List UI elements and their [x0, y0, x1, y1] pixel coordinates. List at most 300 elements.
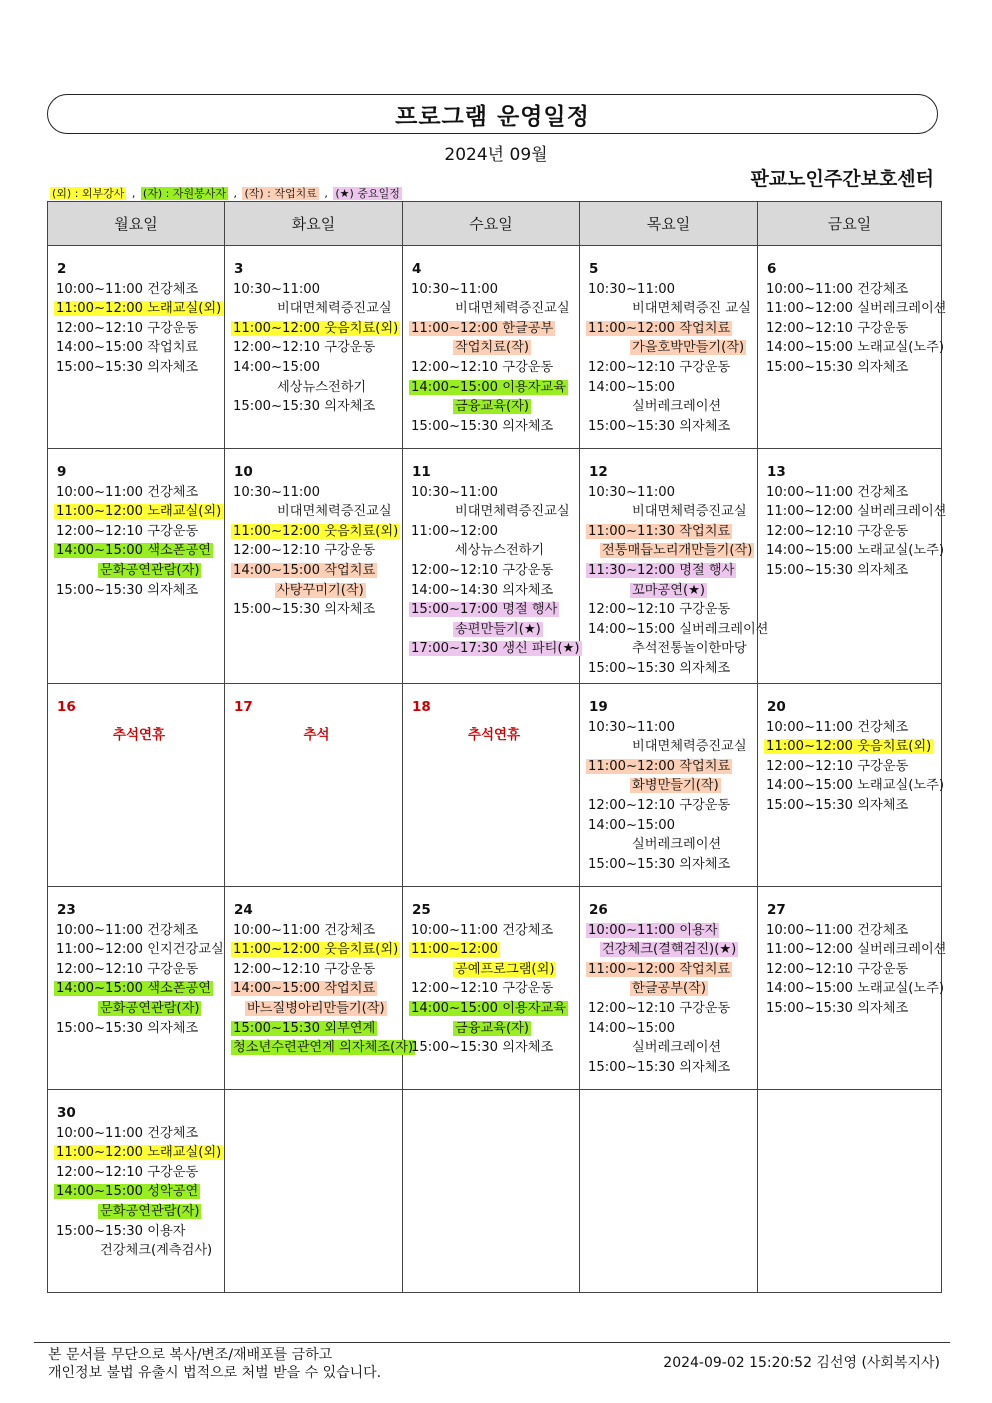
schedule-entry [54, 502, 224, 522]
schedule-entry-text: 세상뉴스전하기 [455, 543, 545, 559]
schedule-entry-text: 14:00~15:00 노래교실(노주) [766, 778, 944, 794]
schedule-entry [586, 776, 757, 796]
day-cell [403, 246, 580, 449]
schedule-entry [409, 502, 579, 522]
schedule-entry [764, 483, 941, 503]
legend-item: (자) : 자원봉사자 [142, 187, 226, 200]
schedule-entry [409, 522, 579, 542]
schedule-entry [586, 417, 757, 437]
legend-item: , [320, 187, 332, 200]
schedule-entry [231, 960, 402, 980]
schedule-entry-text: 15:00~15:30 이용자 [56, 1223, 186, 1239]
schedule-entry-text: 송편만들기(★) [455, 621, 541, 637]
schedule-entry [54, 319, 224, 339]
schedule-entry [231, 581, 402, 601]
day-cell [48, 887, 225, 1090]
footer-notice [48, 1346, 381, 1382]
schedule-entry [764, 999, 941, 1019]
schedule-entry-text: 14:00~15:00 색소폰공연 [56, 981, 211, 997]
schedule-entry [231, 999, 402, 1019]
schedule-entry-text: 15:00~15:30 외부연계 [233, 1020, 376, 1036]
schedule-entry [54, 1124, 224, 1144]
schedule-entry-text: 11:00~12:00 노래교실(외) [56, 504, 222, 520]
schedule-entry-text: 12:00~12:10 구강운동 [233, 543, 376, 559]
schedule-entry-text: 11:00~12:00 웃음치료(외) [233, 320, 399, 336]
schedule-entry [54, 358, 224, 378]
schedule-entry-text: 11:00~12:00 노래교실(외) [56, 301, 222, 317]
day-cell [758, 1090, 942, 1293]
schedule-entry-text: 11:00~12:00 실버레크레이션 [766, 942, 947, 958]
schedule-entry [54, 1163, 224, 1183]
schedule-entry [231, 1038, 414, 1058]
schedule-entry [231, 522, 402, 542]
schedule-entry [586, 757, 757, 777]
schedule-entry [231, 600, 402, 620]
day-cell [403, 1090, 580, 1293]
schedule-entry [54, 581, 224, 601]
schedule-entry [586, 999, 757, 1019]
day-cell [580, 246, 758, 449]
schedule-entry-text: 비대면체력증진교실 [632, 739, 747, 755]
schedule-entry [231, 483, 402, 503]
schedule-entry [764, 541, 944, 561]
schedule-entry-text: 작업치료(작) [455, 340, 529, 356]
day-cell [225, 1090, 403, 1293]
schedule-entry [231, 280, 402, 300]
schedule-entry [231, 378, 402, 398]
schedule-entry-text: 문화공연관람(자) [100, 1000, 200, 1016]
schedule-entry [409, 338, 579, 358]
schedule-entry-text: 15:00~15:30 의자체조 [56, 359, 199, 375]
schedule-entry [231, 299, 402, 319]
schedule-entry [764, 280, 941, 300]
schedule-entry-text: 14:00~15:00 이용자교육 [411, 379, 566, 395]
week-row [48, 684, 942, 887]
schedule-entry [586, 960, 757, 980]
schedule-entry [586, 581, 757, 601]
schedule-entry-text: 금융교육(자) [455, 399, 529, 415]
footer-signature: 2024-09-02 15:20:52 김선영 (사회복지사) [663, 1355, 940, 1371]
schedule-entry [409, 639, 579, 659]
week-row [48, 449, 942, 684]
schedule-entry-text: 11:00~12:00 웃음치료(외) [233, 523, 399, 539]
schedule-entry [586, 1019, 757, 1039]
schedule-entry-text: 10:00~11:00 이용자 [588, 922, 718, 938]
schedule-entry-text: 비대면체력증진교실 [455, 301, 570, 317]
day-number: 16 [57, 699, 76, 715]
schedule-entry-text: 실버레크레이션 [632, 399, 722, 415]
schedule-entry-text: 15:00~15:30 의자체조 [588, 418, 731, 434]
center-name: 판교노인주간보호센터 [750, 168, 934, 190]
schedule-entry-text: 10:30~11:00 [588, 719, 676, 735]
schedule-entry [54, 999, 224, 1019]
day-cell [758, 449, 947, 684]
schedule-entry [409, 581, 579, 601]
schedule-entry-text: 11:00~12:00 한글공부 [411, 320, 554, 336]
schedule-entry [586, 718, 757, 738]
schedule-entry-text: 14:00~15:00 성악공연 [56, 1184, 199, 1200]
schedule-entry [586, 338, 757, 358]
schedule-entry [409, 541, 579, 561]
day-cell [225, 887, 414, 1090]
day-cell [225, 449, 403, 684]
day-number: 5 [589, 261, 599, 277]
day-cell [580, 887, 758, 1090]
schedule-entry-text: 11:00~12:00 작업치료 [588, 758, 731, 774]
schedule-entry-text: 10:30~11:00 [411, 281, 499, 297]
schedule-entry [764, 940, 947, 960]
schedule-entry [764, 796, 941, 816]
schedule-entry-text: 14:00~15:00 노래교실(노주) [766, 340, 944, 356]
schedule-entry [54, 960, 224, 980]
schedule-entry-text: 12:00~12:10 구강운동 [56, 320, 199, 336]
schedule-entry-text: 14:00~15:00 [588, 817, 676, 833]
schedule-entry [764, 960, 941, 980]
schedule-entry-text: 12:00~12:10 구강운동 [56, 961, 199, 977]
day-cell [758, 246, 947, 449]
day-cell [48, 684, 225, 887]
schedule-entry [764, 522, 941, 542]
schedule-entry-text: 10:00~11:00 건강체조 [56, 922, 199, 938]
schedule-entry-text: 10:00~11:00 건강체조 [56, 281, 199, 297]
schedule-entry [586, 299, 757, 319]
schedule-entry [54, 299, 224, 319]
schedule-entry [586, 979, 757, 999]
day-number: 27 [767, 902, 786, 918]
schedule-entry [54, 1143, 224, 1163]
holiday-label: 추석연휴 [467, 726, 521, 743]
schedule-entry [231, 358, 402, 378]
schedule-entry [409, 1019, 579, 1039]
schedule-entry-text: 한글공부(작) [632, 981, 706, 997]
day-number: 6 [767, 261, 777, 277]
schedule-entry-text: 11:00~12:00 인지건강교실 [56, 942, 224, 958]
schedule-entry-text: 10:30~11:00 [588, 484, 676, 500]
schedule-entry-text: 비대면체력증진교실 [277, 301, 392, 317]
schedule-entry [54, 541, 224, 561]
schedule-entry [231, 561, 402, 581]
legend-item: (외) : 외부강사 [52, 187, 125, 200]
schedule-entry [409, 940, 579, 960]
schedule-entry-text: 14:00~15:00 노래교실(노주) [766, 981, 944, 997]
schedule-entry-text: 14:00~15:00 [588, 1020, 676, 1036]
schedule-entry-text: 비대면체력증진교실 [632, 504, 747, 520]
schedule-entry [586, 855, 757, 875]
schedule-entry [586, 522, 757, 542]
schedule-entry [764, 776, 944, 796]
schedule-entry-text: 12:00~12:10 구강운동 [766, 758, 909, 774]
schedule-entry-text: 14:00~15:00 [233, 359, 321, 375]
day-cell [758, 887, 947, 1090]
schedule-entry [409, 979, 579, 999]
schedule-entry-text: 바느질병아리만들기(작) [247, 1000, 385, 1016]
schedule-entry-text: 화병만들기(작) [632, 778, 719, 794]
month-label: 2024년 09월 [444, 145, 548, 165]
schedule-entry-text: 11:00~12:00 [411, 523, 499, 539]
schedule-entry [586, 483, 757, 503]
footer-notice-line: 본 문서를 무단으로 복사/변조/재배포를 금하고 [48, 1347, 333, 1363]
legend-item: (작) : 작업치료 [244, 187, 317, 200]
schedule-entry-text: 15:00~15:30 의자체조 [766, 359, 909, 375]
schedule-entry-text: 비대면체력증진교실 [277, 504, 392, 520]
schedule-entry-text: 14:00~15:00 색소폰공연 [56, 543, 211, 559]
schedule-entry-text: 15:00~15:30 의자체조 [588, 856, 731, 872]
schedule-entry [54, 561, 224, 581]
schedule-entry [586, 319, 757, 339]
schedule-entry [586, 561, 757, 581]
schedule-entry-text: 비대면체력증진교실 [455, 504, 570, 520]
schedule-entry [231, 319, 402, 339]
weekday-header: 수요일 [403, 202, 580, 246]
schedule-entry [586, 639, 757, 659]
day-cell [580, 449, 769, 684]
day-cell [48, 1090, 225, 1293]
schedule-entry-text: 청소년수련관연계 의자체조(자) [233, 1040, 414, 1056]
schedule-entry [231, 979, 402, 999]
schedule-entry-text: 15:00~15:30 의자체조 [588, 1059, 731, 1075]
schedule-entry-text: 문화공연관람(자) [100, 562, 200, 578]
week-row [48, 246, 942, 449]
week-row [48, 1090, 942, 1293]
schedule-entry [409, 280, 579, 300]
schedule-entry-text: 전통매듭노리개만들기(작) [602, 543, 753, 559]
day-number: 13 [767, 464, 786, 480]
day-number: 17 [234, 699, 253, 715]
schedule-entry-text: 17:00~17:30 생신 파티(★) [411, 641, 580, 657]
schedule-entry [586, 280, 757, 300]
schedule-entry-text: 12:00~12:10 구강운동 [588, 1000, 731, 1016]
schedule-entry [764, 921, 941, 941]
schedule-entry [586, 358, 757, 378]
schedule-entry-text: 11:00~12:00 웃음치료(외) [233, 942, 399, 958]
day-number: 30 [57, 1105, 76, 1121]
schedule-entry-text: 11:00~12:00 [411, 942, 499, 958]
schedule-entry-text: 15:00~15:30 의자체조 [411, 1040, 554, 1056]
day-number: 2 [57, 261, 67, 277]
schedule-entry-text: 12:00~12:10 구강운동 [233, 961, 376, 977]
schedule-entry [54, 522, 224, 542]
schedule-entry-text: 12:00~12:10 구강운동 [766, 320, 909, 336]
schedule-entry [54, 338, 224, 358]
schedule-entry [586, 737, 757, 757]
schedule-entry [764, 299, 947, 319]
schedule-entry [231, 397, 402, 417]
day-number: 12 [589, 464, 608, 480]
schedule-entry-text: 10:00~11:00 건강체조 [56, 1125, 199, 1141]
schedule-entry-text: 15:00~15:30 의자체조 [233, 602, 376, 618]
schedule-entry [764, 979, 944, 999]
schedule-entry [586, 378, 757, 398]
holiday-label: 추석연휴 [112, 726, 166, 743]
schedule-entry-text: 11:30~12:00 명절 행사 [588, 562, 735, 578]
schedule-entry-text: 10:30~11:00 [588, 281, 676, 297]
day-number: 10 [234, 464, 253, 480]
schedule-entry [409, 483, 579, 503]
schedule-entry [409, 358, 579, 378]
schedule-entry [586, 940, 757, 960]
schedule-entry-text: 15:00~15:30 의자체조 [233, 399, 376, 415]
schedule-entry-text: 11:00~11:30 작업치료 [588, 523, 731, 539]
schedule-entry-text: 꼬마공연(★) [632, 582, 706, 598]
schedule-entry-text: 추석전통놀이한마당 [632, 641, 747, 657]
schedule-entry-text: 12:00~12:10 구강운동 [233, 340, 376, 356]
schedule-entry-text: 11:00~12:00 노래교실(외) [56, 1145, 222, 1161]
schedule-entry-text: 10:00~11:00 건강체조 [411, 922, 554, 938]
schedule-entry-text: 건강체크(결핵검진)(★) [602, 942, 737, 958]
schedule-entry-text: 12:00~12:10 구강운동 [411, 359, 554, 375]
schedule-entry-text: 10:00~11:00 건강체조 [233, 922, 376, 938]
day-cell [580, 1090, 758, 1293]
day-cell [225, 684, 403, 887]
schedule-entry-text: 공예프로그램(외) [455, 961, 555, 977]
schedule-entry [409, 620, 579, 640]
schedule-entry [54, 1019, 224, 1039]
schedule-entry-text: 10:30~11:00 [411, 484, 499, 500]
schedule-entry-text: 12:00~12:10 구강운동 [588, 359, 731, 375]
schedule-entry-text: 12:00~12:10 구강운동 [766, 523, 909, 539]
schedule-entry-text: 비대면체력증진 교실 [632, 301, 751, 317]
schedule-entry-text: 14:00~15:00 실버레크레이션 [588, 621, 769, 637]
schedule-entry-text: 15:00~15:30 의자체조 [411, 418, 554, 434]
day-number: 11 [412, 464, 431, 480]
schedule-entry [764, 718, 941, 738]
schedule-entry [764, 358, 941, 378]
schedule-entry [409, 319, 579, 339]
schedule-entry [54, 979, 224, 999]
schedule-entry [231, 1019, 402, 1039]
schedule-entry [764, 319, 941, 339]
schedule-entry-text: 금융교육(자) [455, 1020, 529, 1036]
schedule-entry [54, 1241, 224, 1261]
schedule-entry-text: 14:00~15:00 노래교실(노주) [766, 543, 944, 559]
day-cell [403, 887, 580, 1090]
schedule-entry [54, 1182, 224, 1202]
schedule-entry-text: 12:00~12:10 구강운동 [588, 797, 731, 813]
schedule-entry-text: 12:00~12:10 구강운동 [411, 562, 554, 578]
schedule-entry-text: 14:00~15:00 작업치료 [233, 562, 376, 578]
schedule-entry-text: 10:00~11:00 건강체조 [766, 719, 909, 735]
day-cell [758, 684, 942, 887]
schedule-entry-text: 12:00~12:10 구강운동 [588, 602, 731, 618]
schedule-entry-text: 건강체크(계측검사) [100, 1243, 213, 1259]
schedule-entry [54, 921, 224, 941]
title-box [47, 94, 938, 134]
schedule-entry [586, 921, 757, 941]
schedule-entry [54, 1222, 224, 1242]
schedule-entry-text: 10:00~11:00 건강체조 [766, 484, 909, 500]
schedule-entry [764, 338, 944, 358]
schedule-entry [586, 541, 757, 561]
schedule-entry [409, 960, 579, 980]
schedule-entry [409, 999, 579, 1019]
schedule-entry-text: 실버레크레이션 [632, 837, 722, 853]
schedule-entry-text: 실버레크레이션 [632, 1040, 722, 1056]
day-number: 19 [589, 699, 608, 715]
footer-notice-line: 개인정보 불법 유출시 법적으로 처벌 받을 수 있습니다. [48, 1365, 382, 1381]
schedule-entry-text: 10:00~11:00 건강체조 [56, 484, 199, 500]
schedule-entry-text: 14:00~15:00 [588, 379, 676, 395]
day-number: 25 [412, 902, 431, 918]
schedule-entry [409, 397, 579, 417]
schedule-entry-text: 문화공연관람(자) [100, 1203, 200, 1219]
holiday-label: 추석 [303, 726, 330, 743]
schedule-entry [586, 600, 757, 620]
schedule-entry-text: 15:00~15:30 의자체조 [588, 660, 731, 676]
schedule-entry [54, 1202, 224, 1222]
schedule-entry [231, 921, 402, 941]
schedule-entry-text: 11:00~12:00 실버레크레이션 [766, 504, 947, 520]
calendar-table [47, 201, 947, 1293]
schedule-entry [409, 921, 579, 941]
schedule-entry-text: 15:00~15:30 의자체조 [766, 797, 909, 813]
legend-item: , [229, 187, 241, 200]
schedule-entry-text: 14:00~15:00 작업치료 [56, 340, 199, 356]
schedule-entry [231, 940, 402, 960]
schedule-entry-text: 12:00~12:10 구강운동 [411, 981, 554, 997]
schedule-entry [54, 940, 224, 960]
page-title: 프로그램 운영일정 [395, 103, 590, 130]
day-number: 4 [412, 261, 422, 277]
schedule-entry-text: 12:00~12:10 구강운동 [56, 523, 199, 539]
day-number: 20 [767, 699, 786, 715]
schedule-entry [231, 541, 402, 561]
schedule-entry [231, 502, 402, 522]
schedule-entry-text: 세상뉴스전하기 [277, 379, 367, 395]
schedule-entry-text: 15:00~17:00 명절 행사 [411, 602, 558, 618]
schedule-entry-text: 12:00~12:10 구강운동 [766, 961, 909, 977]
schedule-entry [409, 299, 579, 319]
schedule-entry [409, 600, 579, 620]
schedule-entry-text: 10:30~11:00 [233, 484, 321, 500]
schedule-entry [586, 620, 769, 640]
schedule-entry-text: 11:00~12:00 웃음치료(외) [766, 739, 932, 755]
schedule-entry-text: 10:00~11:00 건강체조 [766, 281, 909, 297]
day-number: 23 [57, 902, 76, 918]
schedule-entry [586, 397, 757, 417]
schedule-entry-text: 14:00~15:00 작업치료 [233, 981, 376, 997]
schedule-entry-text: 10:00~11:00 건강체조 [766, 922, 909, 938]
day-cell [48, 246, 225, 449]
schedule-entry [764, 502, 947, 522]
schedule-entry [586, 796, 757, 816]
schedule-entry [231, 338, 402, 358]
day-cell [225, 246, 403, 449]
weekday-header: 화요일 [225, 202, 403, 246]
day-cell [403, 449, 580, 684]
schedule-entry [764, 737, 941, 757]
schedule-entry-text: 12:00~12:10 구강운동 [56, 1164, 199, 1180]
legend-item: (★) 중요일정 [335, 187, 400, 200]
schedule-entry-text: 11:00~12:00 작업치료 [588, 320, 731, 336]
schedule-entry-text: 15:00~15:30 의자체조 [56, 582, 199, 598]
schedule-entry [764, 757, 941, 777]
schedule-entry [586, 502, 757, 522]
schedule-entry-text: 11:00~12:00 실버레크레이션 [766, 301, 947, 317]
schedule-entry-text: 10:30~11:00 [233, 281, 321, 297]
schedule-entry-text: 15:00~15:30 의자체조 [766, 1000, 909, 1016]
schedule-entry [586, 659, 757, 679]
schedule-entry [54, 483, 224, 503]
schedule-entry [54, 280, 224, 300]
schedule-entry [764, 561, 941, 581]
week-row [48, 887, 942, 1090]
weekday-header: 금요일 [758, 202, 942, 246]
schedule-entry-text: 14:00~14:30 의자체조 [411, 582, 554, 598]
weekday-header-row [48, 202, 942, 246]
schedule-entry-text: 14:00~15:00 이용자교육 [411, 1000, 566, 1016]
schedule-entry [586, 816, 757, 836]
day-number: 9 [57, 464, 67, 480]
